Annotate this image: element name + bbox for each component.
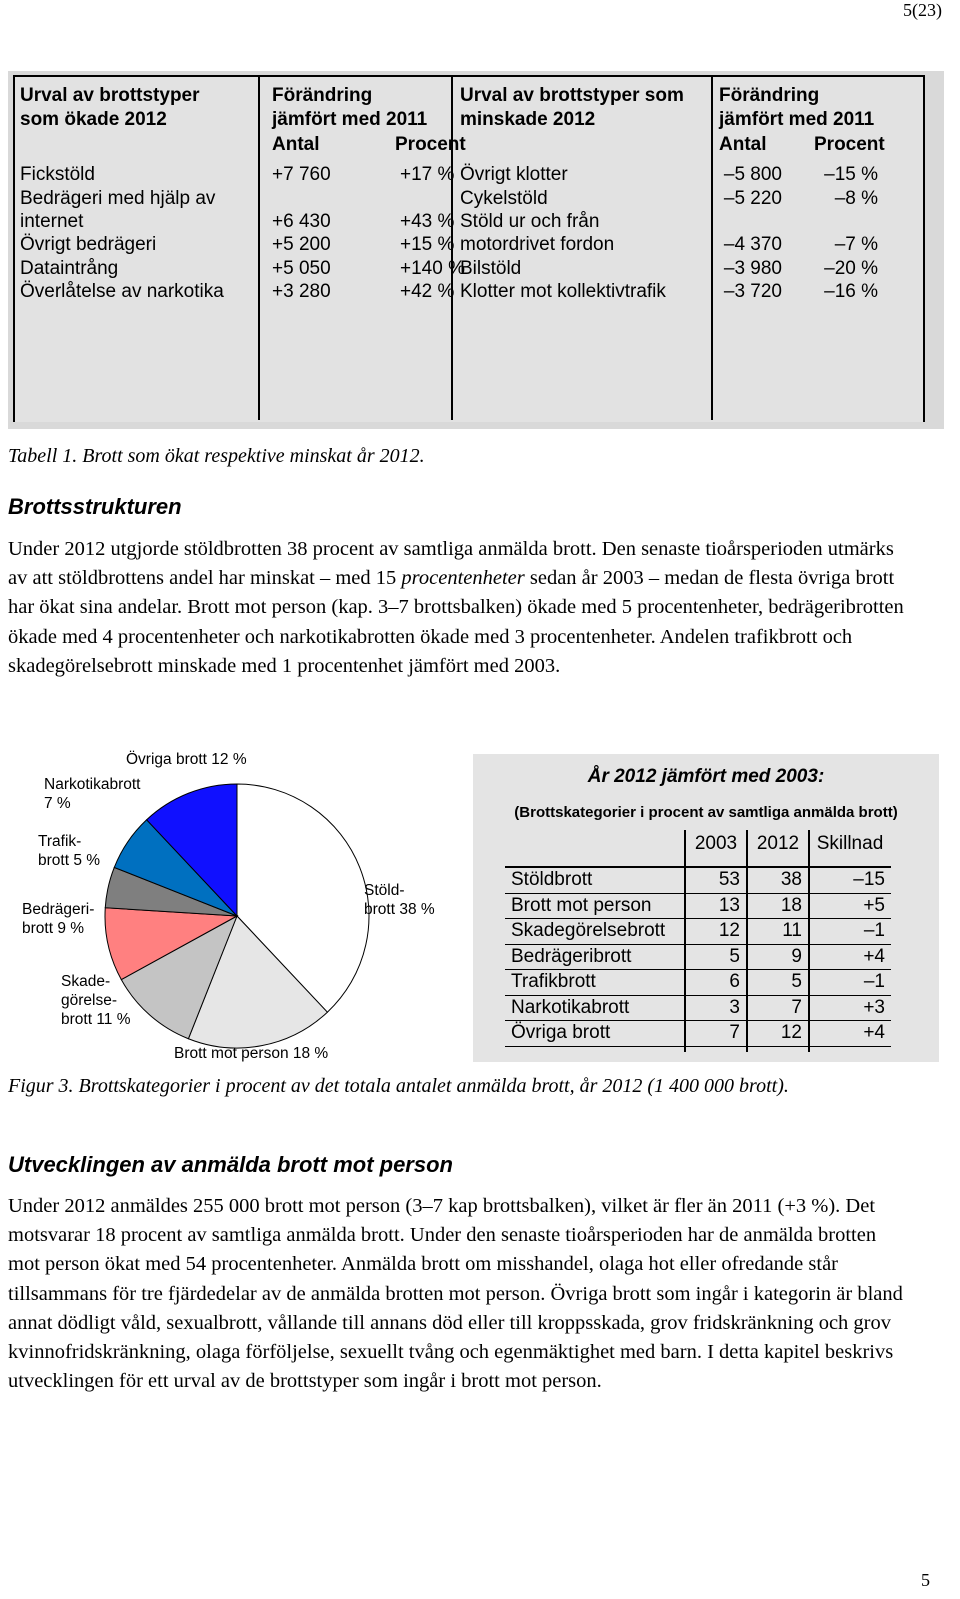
row-value: 12 [718,920,740,941]
label-stold-2: brott 38 % [364,901,435,918]
row-value: 9 [791,945,802,967]
header-skillnad: Skillnad [816,833,884,854]
paragraph-text: sedan år 2003 – medan de flesta övriga brott har ökat sina andelar. Brott mot person (kap. 3–7 brottsbalken) ökade med 5 procentenheter, bedrägeribrotten ökade med 4 procentenheter och narkotikabrotten ökade med 3 procentenheter. Andelen trafikbrott och skadegörelsebrott minskade med 1 procentenhet jämfört med 2003. [8,567,904,677]
inc-row-antal: +5 200 [272,234,331,255]
row-category: Skadegörelsebrott [511,920,666,941]
right-change-line1: Förändring [719,85,820,106]
label-skade-3: brott 11 % [61,1011,131,1028]
dec-row-name: motordrivet fordon [460,234,615,255]
row-value: 7 [791,996,802,1018]
row-value: 38 [780,869,802,890]
label-person: Brott mot person 18 % [174,1045,329,1062]
inc-row-name: internet [20,211,84,232]
inc-row-procent: +17 % [400,164,455,185]
row-value: 3 [729,996,740,1018]
dec-row-name: Stöld ur och från [460,211,600,232]
inc-row-antal: +5 050 [272,258,331,279]
left-change-line2: jämfört med 2011 [272,109,428,130]
pie-chart [0,740,470,1070]
label-narkotika-2: 7 % [44,795,71,812]
left-change-line1: Förändring [272,85,373,106]
row-value: +4 [863,945,885,967]
left-title-line1: Urval av brottstyper [20,85,200,106]
row-category: Trafikbrott [511,971,596,992]
inc-row-name: Bedrägeri med hjälp av [20,188,216,209]
comparison-rows [505,868,891,1047]
section-paragraph [8,535,908,681]
right-col-procent: Procent [814,134,885,155]
right-title-line2: minskade 2012 [460,109,596,130]
row-value: 12 [780,1022,802,1043]
page-header-number: 5(23) [903,0,942,20]
label-narkotika-1: Narkotikabrott [44,776,141,793]
section-heading-brottsstrukturen: Brottsstrukturen [8,494,182,519]
comparison-row [505,894,891,920]
row-category: Övriga brott [511,1022,611,1043]
comparison-row [505,919,891,945]
dec-row-antal: –4 370 [723,234,782,255]
comparison-box [473,754,939,1062]
label-trafik-1: Trafik- [38,833,82,850]
dec-row-antal: –3 980 [723,258,782,279]
row-category: Stöldbrott [511,869,593,890]
dec-row-name: Klotter mot kollektivtrafik [460,281,666,302]
crime-change-table [8,71,944,429]
row-value: –1 [863,971,885,992]
left-title-line2: som ökade 2012 [20,109,167,130]
inc-row-procent: +42 % [400,281,455,302]
comparison-title: År 2012 jämfört med 2003: [587,766,825,787]
row-value: 6 [729,971,740,992]
inc-row-name: Fickstöld [20,164,95,185]
row-value: +5 [863,894,885,916]
row-value: 7 [729,1022,740,1043]
dec-row-procent: –15 % [824,164,878,185]
page-footer-number: 5 [921,1570,930,1590]
row-value: +3 [863,996,885,1018]
column-divider [258,75,260,420]
row-category: Bedrägeribrott [511,945,632,967]
label-skade-2: görelse- [61,992,117,1009]
right-change-line2: jämfört med 2011 [719,109,875,130]
comparison-row [505,868,891,894]
paragraph-italic-term: procentenheter [401,567,525,590]
left-col-antal: Antal [272,134,320,155]
dec-row-name: Övrigt klotter [460,164,568,185]
paragraph-text: Under 2012 utgjorde stöldbrotten 38 procent av samtliga anmälda brott. Den senaste tioårsperioden utmärks av att stöldbrottens andel har minskat – med 15 [8,538,894,590]
inc-row-procent: +140 % [400,258,465,279]
row-value: +4 [863,1022,885,1043]
dec-row-procent: –20 % [824,258,878,279]
comparison-row [505,1021,891,1047]
row-value: 5 [729,945,740,967]
row-value: –1 [863,920,885,941]
row-value: 11 [782,920,802,941]
person-paragraph: Under 2012 anmäldes 255 000 brott mot person (3–7 kap brottsbalken), vilket är fler än 2011 (+3 %). Det motsvarar 18 procent av samtliga anmälda brott. Under den senaste tioårsperioden har de anmälda brotten mot person ökat med 54 procentenheter. Anmälda brott om misshandel, olaga hot eller ofredande står tillsammans för tre fjärdedelar av de anmälda brotten mot person. Övriga brott som ingår i kategorin är bland annat dödligt våld, sexualbrott, vållande till annans död eller till kroppsskada, grov fridskränkning och grov kvinnofridskränkning, olaga förföljelse, sexuellt tvång och egenmäktighet med barn. I detta kapitel beskrivs utvecklingen för ett urval av de brottstyper som ingår i brott mot person. [8,1195,903,1393]
dec-row-procent: –8 % [834,188,878,209]
inc-row-antal: +7 760 [272,164,331,185]
row-category: Narkotikabrott [511,996,630,1018]
comparison-subtitle: (Brottskategorier i procent av samtliga anmälda brott) [514,804,898,821]
label-bedrageri-1: Bedrägeri- [22,901,95,918]
dec-row-antal: –3 720 [723,281,782,302]
label-ovriga: Övriga brott 12 % [126,751,247,768]
row-category: Brott mot person [511,894,652,916]
row-value: –15 [853,869,885,890]
inc-row-name: Dataintrång [20,258,119,279]
row-value: 13 [718,894,740,916]
label-skade-1: Skade- [61,973,111,990]
dec-row-antal: –5 800 [723,164,782,185]
comparison-row [505,945,891,971]
label-trafik-2: brott 5 % [38,852,101,869]
comparison-row [505,996,891,1022]
label-bedrageri-2: brott 9 % [22,920,85,937]
inc-row-antal: +3 280 [272,281,331,302]
header-2003: 2003 [694,833,738,854]
right-col-antal: Antal [719,134,767,155]
row-value: 5 [791,971,802,992]
header-2012: 2012 [756,833,800,854]
section-heading-person: Utvecklingen av anmälda brott mot person [8,1152,453,1177]
row-value: 18 [780,894,802,916]
right-title-line1: Urval av brottstyper som [460,85,684,106]
label-stold-1: Stöld- [364,882,405,899]
comparison-row [505,970,891,996]
dec-row-procent: –7 % [834,234,878,255]
inc-row-name: Överlåtelse av narkotika [20,281,224,302]
table-caption: Tabell 1. Brott som ökat respektive minskat år 2012. [8,445,425,467]
inc-row-procent: +15 % [400,234,455,255]
dec-row-antal: –5 220 [723,188,782,209]
inc-row-name: Övrigt bedrägeri [20,234,157,255]
figure-caption: Figur 3. Brottskategorier i procent av det totala antalet anmälda brott, år 2012 (1 400 000 brott). [8,1075,789,1097]
row-value: 53 [718,869,740,890]
inc-row-antal: +6 430 [272,211,331,232]
dec-row-name: Bilstöld [460,258,522,279]
left-col-procent: Procent [395,134,466,155]
dec-row-procent: –16 % [824,281,878,302]
inc-row-procent: +43 % [400,211,455,232]
dec-row-name: Cykelstöld [460,188,548,209]
